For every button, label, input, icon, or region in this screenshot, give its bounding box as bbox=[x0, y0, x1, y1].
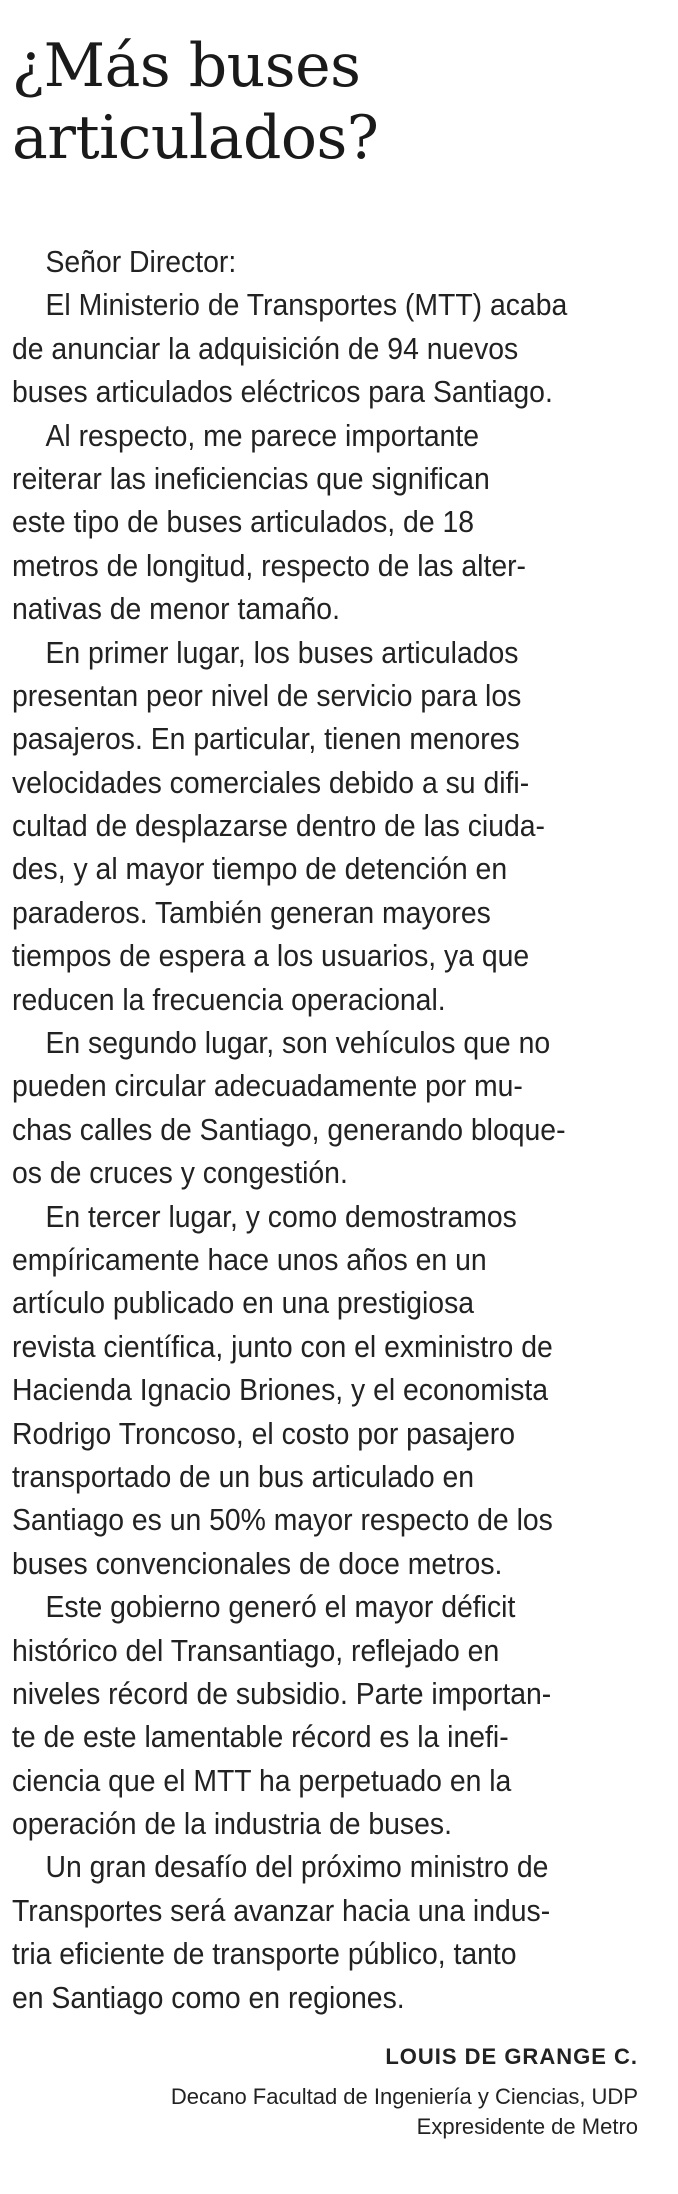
paragraph-line: Transportes será avanzar hacia una indus- bbox=[12, 1893, 551, 1928]
paragraph-line: Este gobierno generó el mayor déficit bbox=[45, 1590, 516, 1625]
paragraph-line: histórico del Transantiago, reflejado en bbox=[12, 1633, 500, 1668]
letter-headline bbox=[12, 30, 652, 174]
paragraph-line: nativas de menor tamaño. bbox=[12, 592, 340, 627]
paragraph-line: ciencia que el MTT ha perpetuado en la bbox=[12, 1763, 512, 1798]
paragraph-line: cultad de desplazarse dentro de las ciuda- bbox=[12, 809, 545, 844]
paragraph-line: des, y al mayor tiempo de detención en bbox=[12, 852, 508, 887]
paragraph-line: metros de longitud, respecto de las alter- bbox=[12, 548, 526, 583]
letter-signature bbox=[171, 2040, 638, 2142]
paragraph-line: Al respecto, me parece importante bbox=[45, 418, 480, 453]
author-title: Decano Facultad de Ingeniería y Ciencias, UDP bbox=[170, 2084, 638, 2109]
paragraph-line: transportado de un bus articulado en bbox=[12, 1459, 475, 1494]
paragraph-line: este tipo de buses articulados, de 18 bbox=[12, 505, 475, 540]
paragraph-line: buses articulados eléctricos para Santiago. bbox=[12, 375, 553, 410]
headline-line-2: articulados? bbox=[12, 103, 379, 173]
paragraph-line: paraderos. También generan mayores bbox=[12, 895, 491, 930]
paragraph-line: presentan peor nivel de servicio para los bbox=[12, 678, 522, 713]
paragraph-line: chas calles de Santiago, generando bloque- bbox=[12, 1112, 566, 1147]
paragraph-line: os de cruces y congestión. bbox=[12, 1156, 348, 1191]
paragraph-line: velocidades comerciales debido a su difi- bbox=[12, 765, 530, 800]
paragraph-line: El Ministerio de Transportes (MTT) acaba bbox=[45, 288, 568, 323]
paragraph-line: artículo publicado en una prestigiosa bbox=[12, 1286, 475, 1321]
paragraph-line: reducen la frecuencia operacional. bbox=[12, 982, 446, 1017]
paragraph-line: Hacienda Ignacio Briones, y el economista bbox=[12, 1373, 549, 1408]
paragraph-line: tiempos de espera a los usuarios, ya que bbox=[12, 939, 530, 974]
author-name: LOUIS DE GRANGE C. bbox=[385, 2044, 638, 2069]
paragraph-line: En tercer lugar, y como demostramos bbox=[45, 1199, 517, 1234]
paragraph-line: pueden circular adecuadamente por mu- bbox=[12, 1069, 523, 1104]
paragraph-line: te de este lamentable récord es la inefi- bbox=[12, 1720, 509, 1755]
paragraph-line: Santiago es un 50% mayor respecto de los bbox=[12, 1503, 553, 1538]
author-role: Expresidente de Metro bbox=[416, 2114, 638, 2139]
paragraph-line: buses convencionales de doce metros. bbox=[12, 1546, 503, 1581]
paragraph-line: En segundo lugar, son vehículos que no bbox=[45, 1026, 551, 1061]
paragraph-line: tria eficiente de transporte público, tanto bbox=[12, 1937, 517, 1972]
letter-body bbox=[12, 241, 598, 2020]
salutation: Señor Director: bbox=[45, 245, 237, 279]
paragraph-line: niveles récord de subsidio. Parte importan- bbox=[12, 1676, 552, 1711]
paragraph-line: reiterar las ineficiencias que significan bbox=[12, 461, 490, 496]
paragraph-line: en Santiago como en regiones. bbox=[12, 1980, 405, 2015]
paragraph-line: operación de la industria de buses. bbox=[12, 1807, 452, 1842]
paragraph-line: empíricamente hace unos años en un bbox=[12, 1242, 487, 1277]
paragraph-line: Rodrigo Troncoso, el costo por pasajero bbox=[12, 1416, 515, 1451]
paragraph-line: En primer lugar, los buses articulados bbox=[45, 635, 519, 670]
paragraph-line: de anunciar la adquisición de 94 nuevos bbox=[12, 331, 519, 366]
paragraph-line: pasajeros. En particular, tienen menores bbox=[12, 722, 520, 757]
paragraph-line: revista científica, junto con el exministro de bbox=[12, 1329, 553, 1364]
headline-line-1: ¿Más buses bbox=[12, 31, 361, 101]
paragraph-line: Un gran desafío del próximo ministro de bbox=[45, 1850, 549, 1885]
